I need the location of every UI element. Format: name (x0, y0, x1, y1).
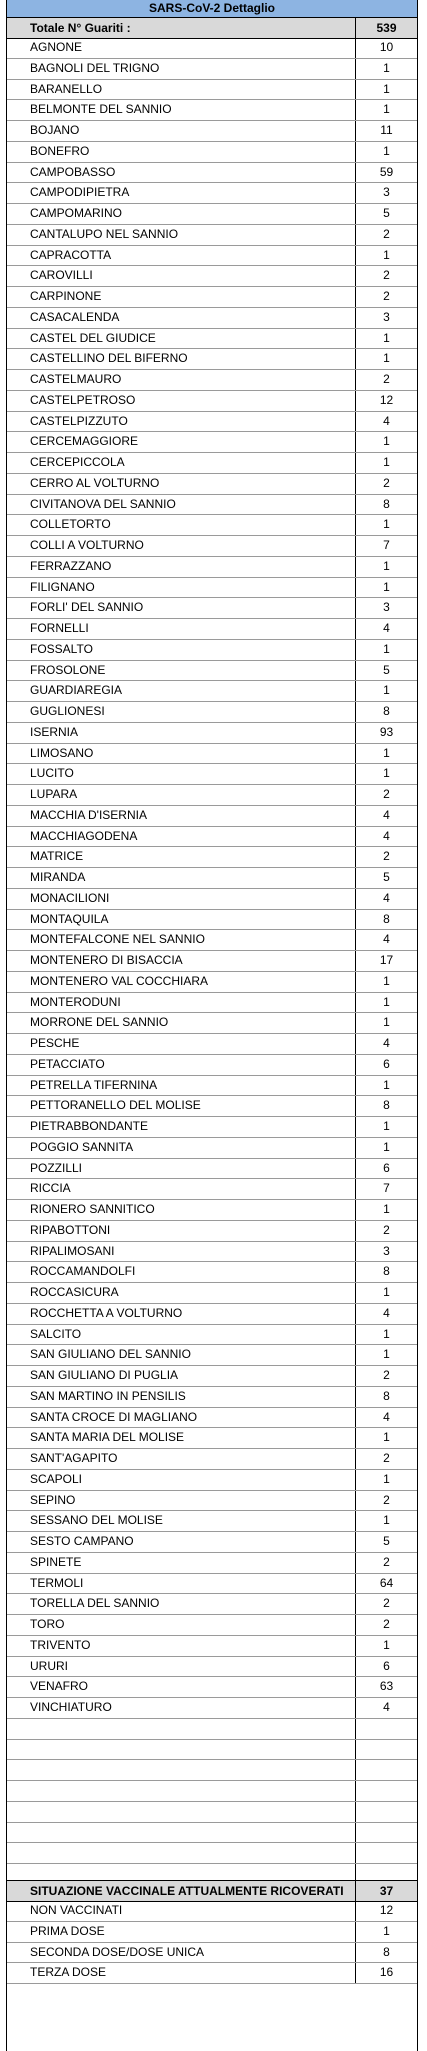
municipality-row (7, 183, 417, 204)
municipality-count: 2 (383, 1554, 390, 1569)
municipality-name: CASTELPETROSO (7, 391, 356, 411)
municipality-count: 1 (383, 434, 390, 449)
municipality-name: VENAFRO (7, 1677, 356, 1697)
municipality-count: 1 (383, 1077, 390, 1092)
municipality-row (7, 640, 417, 661)
municipality-row (7, 1242, 417, 1263)
municipality-row (7, 1511, 417, 1532)
municipality-count: 4 (383, 807, 390, 822)
municipality-count: 4 (383, 1409, 390, 1424)
municipality-count: 10 (379, 40, 394, 54)
municipality-row (7, 1449, 417, 1470)
municipality-count: 1 (383, 1347, 390, 1362)
municipality-row (7, 536, 417, 557)
municipality-name: FORNELLI (7, 619, 356, 639)
municipality-row (7, 59, 417, 80)
municipality-name: COLLI A VOLTURNO (7, 536, 356, 556)
vaccination-row (7, 1901, 417, 1922)
municipality-name: SESSANO DEL MOLISE (7, 1511, 356, 1531)
municipality-name: MIRANDA (7, 868, 356, 888)
municipality-count: 2 (383, 1451, 390, 1465)
municipality-count: 5 (383, 1534, 390, 1548)
municipality-name: GUARDIAREGIA (7, 681, 356, 701)
municipality-count: 8 (383, 911, 390, 926)
municipality-count: 1 (383, 1202, 390, 1216)
municipality-name: SAN GIULIANO DI PUGLIA (7, 1366, 356, 1386)
municipality-name: COLLETORTO (7, 515, 356, 535)
municipality-row (7, 204, 417, 225)
municipality-name: CERCEMAGGIORE (7, 432, 356, 452)
municipality-row (7, 515, 417, 536)
total-value: 539 (376, 21, 397, 35)
municipality-row (7, 1283, 417, 1304)
municipality-name: MACCHIAGODENA (7, 827, 356, 847)
municipality-name: CASACALENDA (7, 308, 356, 328)
municipality-row (7, 1553, 417, 1574)
municipality-row (7, 1325, 417, 1346)
municipality-name: CASTELPIZZUTO (7, 412, 356, 432)
municipality-name: MORRONE DEL SANNIO (7, 1013, 356, 1033)
municipality-count: 1 (383, 1513, 390, 1528)
municipality-name: SPINETE (7, 1553, 356, 1573)
empty-cell (7, 1760, 356, 1780)
municipality-name: BONEFRO (7, 142, 356, 162)
empty-cell (7, 1740, 356, 1760)
municipality-name: POZZILLI (7, 1159, 356, 1179)
vaccination-row (7, 1963, 417, 1984)
municipality-name: FROSOLONE (7, 661, 356, 681)
municipality-name: CAPRACOTTA (7, 246, 356, 266)
municipality-row (7, 432, 417, 453)
municipality-row (7, 1366, 417, 1387)
municipality-row (7, 993, 417, 1014)
municipality-count: 2 (383, 289, 390, 303)
municipality-row (7, 1179, 417, 1200)
municipality-row (7, 495, 417, 516)
report-title: SARS-CoV-2 Dettaglio (7, 0, 417, 18)
municipality-name: PETTORANELLO DEL MOLISE (7, 1096, 356, 1116)
municipality-count: 1 (383, 1637, 390, 1652)
municipality-count: 8 (383, 496, 390, 511)
municipality-row (7, 1387, 417, 1408)
municipality-name: RIPABOTTONI (7, 1221, 356, 1241)
municipality-count: 2 (383, 1368, 390, 1382)
municipality-name: ROCCASICURA (7, 1283, 356, 1303)
vaccination-count: 1 (383, 1923, 390, 1938)
municipality-name: ISERNIA (7, 723, 356, 743)
municipality-row (7, 163, 417, 184)
municipality-name: CASTEL DEL GIUDICE (7, 329, 356, 349)
municipality-count: 4 (383, 621, 390, 635)
municipality-count: 1 (383, 641, 390, 656)
municipality-count: 3 (383, 1243, 390, 1258)
municipality-name: CIVITANOVA DEL SANNIO (7, 495, 356, 515)
municipality-count: 1 (383, 81, 390, 96)
municipality-row (7, 1698, 417, 1719)
municipality-row (7, 681, 417, 702)
municipality-row (7, 1574, 417, 1595)
municipality-name: TORO (7, 1615, 356, 1635)
vaccination-category: PRIMA DOSE (7, 1922, 356, 1942)
municipality-row (7, 1428, 417, 1449)
municipality-count: 6 (383, 1160, 390, 1175)
municipality-name: PETACCIATO (7, 1055, 356, 1075)
municipality-row (7, 1636, 417, 1657)
municipality-name: MONTENERO VAL COCCHIARA (7, 972, 356, 992)
municipality-count: 4 (383, 1305, 390, 1320)
municipality-name: AGNONE (7, 38, 356, 58)
municipality-name: FOSSALTO (7, 640, 356, 660)
municipality-count: 8 (383, 1264, 390, 1279)
municipality-name: RIPALIMOSANI (7, 1242, 356, 1262)
municipality-name: SANTA CROCE DI MAGLIANO (7, 1408, 356, 1428)
municipality-row (7, 1200, 417, 1221)
municipality-count: 17 (379, 953, 394, 967)
municipality-row (7, 598, 417, 619)
total-recovered-row (7, 18, 417, 39)
empty-row (7, 1781, 417, 1802)
municipality-row (7, 1615, 417, 1636)
municipality-row (7, 972, 417, 993)
municipality-row (7, 1491, 417, 1512)
municipality-count: 6 (383, 1056, 390, 1071)
municipality-count: 3 (383, 185, 390, 200)
vaccination-status-header (7, 1880, 417, 1902)
municipality-name: SAN GIULIANO DEL SANNIO (7, 1345, 356, 1365)
municipality-name: MONTENERO DI BISACCIA (7, 951, 356, 971)
municipality-count: 4 (383, 1700, 390, 1714)
municipality-name: MATRICE (7, 847, 356, 867)
municipality-count: 11 (380, 123, 393, 137)
municipality-name: VINCHIATURO (7, 1698, 356, 1718)
municipality-row (7, 889, 417, 910)
vaccination-category: NON VACCINATI (7, 1901, 356, 1921)
municipality-name: MONTERODUNI (7, 993, 356, 1013)
municipality-count: 2 (383, 1492, 390, 1507)
municipality-count: 4 (383, 828, 390, 843)
municipality-row (7, 1408, 417, 1429)
municipality-row (7, 619, 417, 640)
municipality-count: 63 (379, 1679, 394, 1694)
municipality-count: 2 (383, 1617, 390, 1631)
empty-row (7, 1760, 417, 1781)
municipality-row (7, 1117, 417, 1138)
municipality-count: 2 (383, 475, 390, 490)
municipality-name: CARPINONE (7, 287, 356, 307)
municipality-name: MONACILIONI (7, 889, 356, 909)
municipality-count: 93 (379, 724, 394, 739)
empty-row (7, 1740, 417, 1761)
municipality-name: PESCHE (7, 1034, 356, 1054)
empty-cell (7, 1843, 356, 1863)
municipality-row (7, 951, 417, 972)
vaccination-row (7, 1943, 417, 1964)
municipality-count: 1 (383, 60, 390, 75)
municipality-row (7, 121, 417, 142)
vaccination-category: TERZA DOSE (7, 1963, 356, 1983)
municipality-count: 7 (383, 1181, 390, 1196)
municipality-count: 64 (379, 1575, 394, 1590)
municipality-name: BAGNOLI DEL TRIGNO (7, 59, 356, 79)
municipality-name: BOJANO (7, 121, 356, 141)
municipality-row (7, 930, 417, 951)
municipality-count: 59 (379, 164, 394, 179)
municipality-name: LUCITO (7, 764, 356, 784)
municipality-row (7, 1096, 417, 1117)
municipality-count: 1 (383, 1015, 390, 1030)
empty-row (7, 1843, 417, 1864)
vaccination-row (7, 1922, 417, 1943)
municipality-name: RICCIA (7, 1179, 356, 1199)
municipality-count: 1 (383, 247, 390, 262)
vaccination-count: 8 (383, 1944, 390, 1959)
municipality-row (7, 785, 417, 806)
municipality-count: 4 (383, 932, 390, 947)
vaccination-count: 16 (379, 1965, 394, 1980)
municipality-row (7, 1034, 417, 1055)
municipality-count: 1 (383, 102, 390, 117)
municipality-name: SANT'AGAPITO (7, 1449, 356, 1469)
municipality-row (7, 1470, 417, 1491)
municipality-name: SEPINO (7, 1491, 356, 1511)
municipality-name: TRIVENTO (7, 1636, 356, 1656)
municipality-row (7, 349, 417, 370)
municipality-count: 1 (383, 973, 390, 988)
municipality-row (7, 287, 417, 308)
municipality-count: 1 (383, 1139, 390, 1154)
municipality-name: SALCITO (7, 1325, 356, 1345)
municipality-row (7, 1221, 417, 1242)
municipality-name: LIMOSANO (7, 744, 356, 764)
municipality-row (7, 1076, 417, 1097)
municipality-count: 2 (383, 1596, 390, 1611)
municipality-row (7, 453, 417, 474)
municipality-name: MACCHIA D'ISERNIA (7, 806, 356, 826)
municipality-name: POGGIO SANNITA (7, 1138, 356, 1158)
municipality-name: SAN MARTINO IN PENSILIS (7, 1387, 356, 1407)
municipality-row (7, 1594, 417, 1615)
vaccination-status-total: 37 (379, 1884, 394, 1898)
municipality-name: ROCCAMANDOLFI (7, 1262, 356, 1282)
municipality-count: 2 (383, 787, 390, 801)
empty-row (7, 1802, 417, 1823)
municipality-row (7, 578, 417, 599)
empty-row (7, 1719, 417, 1740)
municipality-count: 6 (383, 1658, 390, 1673)
municipality-row (7, 266, 417, 287)
municipality-count: 1 (383, 745, 390, 760)
municipality-row (7, 142, 417, 163)
report-sheet (6, 0, 418, 2051)
municipality-name: SCAPOLI (7, 1470, 356, 1490)
municipality-row (7, 1657, 417, 1678)
municipality-name: FORLI' DEL SANNIO (7, 598, 356, 618)
municipality-count: 5 (383, 870, 390, 884)
municipality-count: 1 (383, 517, 390, 532)
municipality-count: 1 (383, 994, 390, 1009)
municipality-count: 1 (383, 455, 390, 469)
municipality-row (7, 38, 417, 59)
municipality-count: 1 (383, 330, 390, 345)
municipality-name: MONTAQUILA (7, 910, 356, 930)
municipality-row (7, 391, 417, 412)
municipality-row (7, 702, 417, 723)
municipality-count: 4 (383, 413, 390, 428)
municipality-count: 5 (383, 206, 390, 220)
municipality-name: BELMONTE DEL SANNIO (7, 100, 356, 120)
municipality-row (7, 100, 417, 121)
empty-cell (7, 1823, 356, 1843)
municipality-name: GUGLIONESI (7, 702, 356, 722)
municipality-row (7, 246, 417, 267)
municipality-name: ROCCHETTA A VOLTURNO (7, 1304, 356, 1324)
municipality-row (7, 1345, 417, 1366)
municipality-name: RIONERO SANNITICO (7, 1200, 356, 1220)
municipality-name: PIETRABBONDANTE (7, 1117, 356, 1137)
empty-cell (7, 1719, 356, 1739)
empty-cell (7, 1781, 356, 1801)
empty-row (7, 1823, 417, 1844)
municipality-count: 1 (383, 1119, 390, 1133)
municipality-count: 8 (383, 704, 390, 718)
municipality-count: 3 (383, 600, 390, 615)
municipality-row (7, 1677, 417, 1698)
municipality-count: 1 (383, 143, 390, 158)
municipality-row (7, 744, 417, 765)
municipality-count: 1 (383, 351, 390, 366)
municipality-name: CAROVILLI (7, 266, 356, 286)
municipality-row (7, 764, 417, 785)
municipality-count: 2 (383, 372, 390, 386)
municipality-name: CASTELMAURO (7, 370, 356, 390)
municipality-name: CAMPOBASSO (7, 163, 356, 183)
municipality-row (7, 1532, 417, 1553)
municipality-count: 3 (383, 309, 390, 324)
municipality-count: 5 (383, 662, 390, 677)
municipality-row (7, 1304, 417, 1325)
vaccination-count: 12 (379, 1903, 394, 1917)
municipality-row (7, 225, 417, 246)
municipality-count: 1 (383, 683, 390, 698)
municipality-row (7, 661, 417, 682)
municipality-name: CAMPOMARINO (7, 204, 356, 224)
municipality-row (7, 827, 417, 848)
municipality-name: CAMPODIPIETRA (7, 183, 356, 203)
municipality-name: CASTELLINO DEL BIFERNO (7, 349, 356, 369)
municipality-count: 2 (383, 1222, 390, 1237)
municipality-name: FILIGNANO (7, 578, 356, 598)
municipality-count: 1 (383, 766, 390, 781)
municipality-count: 7 (383, 538, 390, 552)
municipality-count: 1 (383, 579, 390, 594)
municipality-count: 8 (383, 1388, 390, 1403)
municipality-name: URURI (7, 1657, 356, 1677)
municipality-row (7, 910, 417, 931)
municipality-name: TORELLA DEL SANNIO (7, 1594, 356, 1614)
municipality-name: BARANELLO (7, 80, 356, 100)
municipality-row (7, 308, 417, 329)
municipality-row (7, 806, 417, 827)
municipality-count: 4 (383, 1036, 390, 1050)
municipality-count: 2 (383, 226, 390, 241)
municipality-count: 12 (379, 392, 394, 407)
municipality-row (7, 723, 417, 744)
municipality-row (7, 1013, 417, 1034)
municipality-row (7, 474, 417, 495)
municipality-row (7, 868, 417, 889)
municipality-row (7, 1159, 417, 1180)
municipality-count: 1 (383, 558, 390, 573)
municipality-name: TERMOLI (7, 1574, 356, 1594)
empty-cell (7, 1802, 356, 1822)
municipality-name: SANTA MARIA DEL MOLISE (7, 1428, 356, 1448)
municipality-count: 2 (383, 268, 390, 283)
municipality-row (7, 847, 417, 868)
municipality-count: 1 (383, 1285, 390, 1299)
municipality-count: 8 (383, 1098, 390, 1113)
municipality-count: 1 (383, 1326, 390, 1341)
municipality-name: MONTEFALCONE NEL SANNIO (7, 930, 356, 950)
municipality-count: 1 (383, 1471, 390, 1486)
municipality-name: CANTALUPO NEL SANNIO (7, 225, 356, 245)
municipality-name: LUPARA (7, 785, 356, 805)
municipality-count: 2 (383, 849, 390, 864)
municipality-name: FERRAZZANO (7, 557, 356, 577)
municipality-count: 1 (383, 1430, 390, 1445)
municipality-name: CERCEPICCOLA (7, 453, 356, 473)
municipality-row (7, 412, 417, 433)
municipality-row (7, 80, 417, 101)
vaccination-category: SECONDA DOSE/DOSE UNICA (7, 1943, 356, 1963)
municipality-row (7, 557, 417, 578)
total-label: Totale N° Guariti : (7, 18, 356, 38)
vaccination-status-label: SITUAZIONE VACCINALE ATTUALMENTE RICOVERATI (7, 1881, 356, 1901)
municipality-row (7, 1055, 417, 1076)
municipality-name: SESTO CAMPANO (7, 1532, 356, 1552)
municipality-row (7, 1262, 417, 1283)
municipality-count: 4 (383, 890, 390, 905)
municipality-row (7, 370, 417, 391)
municipality-name: PETRELLA TIFERNINA (7, 1076, 356, 1096)
municipality-name: CERRO AL VOLTURNO (7, 474, 356, 494)
municipality-row (7, 329, 417, 350)
municipality-row (7, 1138, 417, 1159)
